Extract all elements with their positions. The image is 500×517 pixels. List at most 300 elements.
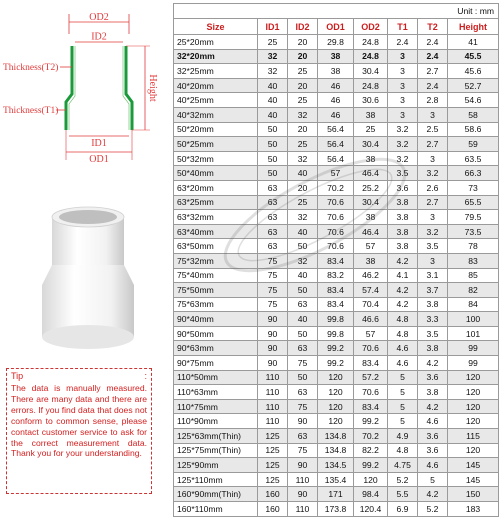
table-row: [174, 224, 499, 239]
value-cell: 90: [288, 458, 318, 473]
value-cell: 57: [354, 239, 388, 254]
value-cell: 50: [288, 283, 318, 298]
value-cell: 46: [318, 78, 354, 93]
tip-text: The data is manually measured. There are many data and there are errors. If you find data that does not conform to common sense, please contact customer service to ask for the correct measurement data. Thank you for your understanding.: [11, 383, 147, 459]
value-cell: 3.5: [418, 239, 448, 254]
value-cell: 99.2: [354, 458, 388, 473]
value-cell: 50: [258, 122, 288, 137]
value-cell: 2.4: [418, 49, 448, 64]
value-cell: 3: [388, 78, 418, 93]
value-cell: 25: [288, 137, 318, 152]
value-cell: 125: [258, 443, 288, 458]
measurement-tip-box: [6, 368, 152, 494]
value-cell: 63.5: [448, 151, 499, 166]
value-cell: 25: [354, 122, 388, 137]
column-header: Size: [174, 19, 258, 35]
size-cell: 90*50mm: [174, 326, 258, 341]
value-cell: 50: [288, 370, 318, 385]
value-cell: 120: [448, 399, 499, 414]
size-cell: 90*75mm: [174, 356, 258, 371]
value-cell: 2.4: [388, 35, 418, 50]
value-cell: 3: [418, 210, 448, 225]
value-cell: 84: [448, 297, 499, 312]
value-cell: 70.6: [318, 224, 354, 239]
value-cell: 134.5: [318, 458, 354, 473]
value-cell: 3.3: [418, 312, 448, 327]
value-cell: 115: [448, 429, 499, 444]
value-cell: 75: [258, 297, 288, 312]
size-cell: 50*20mm: [174, 122, 258, 137]
table-row: [174, 166, 499, 181]
value-cell: 171: [318, 487, 354, 502]
value-cell: 41: [448, 35, 499, 50]
value-cell: 32: [258, 64, 288, 79]
size-cell: 90*63mm: [174, 341, 258, 356]
value-cell: 90: [288, 487, 318, 502]
value-cell: 4.6: [388, 341, 418, 356]
value-cell: 3.8: [388, 239, 418, 254]
size-cell: 25*20mm: [174, 35, 258, 50]
value-cell: 63: [258, 195, 288, 210]
value-cell: 3.6: [388, 180, 418, 195]
value-cell: 24.8: [354, 78, 388, 93]
table-row: [174, 239, 499, 254]
value-cell: 40: [288, 312, 318, 327]
value-cell: 40: [288, 268, 318, 283]
value-cell: 145: [448, 458, 499, 473]
value-cell: 45.5: [448, 49, 499, 64]
value-cell: 85: [448, 268, 499, 283]
table-row: [174, 414, 499, 429]
value-cell: 75: [258, 268, 288, 283]
value-cell: 99: [448, 356, 499, 371]
value-cell: 100: [448, 312, 499, 327]
value-cell: 2.8: [418, 93, 448, 108]
value-cell: 99: [448, 341, 499, 356]
table-row: [174, 356, 499, 371]
size-cell: 50*40mm: [174, 166, 258, 181]
value-cell: 90: [288, 414, 318, 429]
value-cell: 24.8: [354, 35, 388, 50]
value-cell: 3: [418, 151, 448, 166]
value-cell: 145: [448, 472, 499, 487]
value-cell: 70.2: [354, 429, 388, 444]
value-cell: 32: [288, 151, 318, 166]
size-cell: 63*50mm: [174, 239, 258, 254]
value-cell: 3.7: [418, 283, 448, 298]
value-cell: 120.4: [354, 502, 388, 517]
value-cell: 29.8: [318, 35, 354, 50]
value-cell: 2.5: [418, 122, 448, 137]
value-cell: 83.4: [354, 399, 388, 414]
value-cell: 4.8: [388, 326, 418, 341]
value-cell: 3: [418, 253, 448, 268]
size-cell: 125*90mm: [174, 458, 258, 473]
value-cell: 63: [258, 239, 288, 254]
value-cell: 3.8: [418, 385, 448, 400]
tip-header: [11, 371, 147, 381]
value-cell: 63: [288, 341, 318, 356]
size-cell: 63*25mm: [174, 195, 258, 210]
value-cell: 3.6: [418, 443, 448, 458]
column-header: OD2: [354, 19, 388, 35]
value-cell: 63: [288, 297, 318, 312]
size-cell: 75*32mm: [174, 253, 258, 268]
value-cell: 63: [258, 210, 288, 225]
size-cell: 125*63mm(Thin): [174, 429, 258, 444]
value-cell: 30.4: [354, 64, 388, 79]
value-cell: 56.4: [318, 137, 354, 152]
value-cell: 4.2: [418, 399, 448, 414]
table-row: [174, 195, 499, 210]
value-cell: 30.4: [354, 137, 388, 152]
value-cell: 25: [288, 64, 318, 79]
value-cell: 38: [354, 151, 388, 166]
value-cell: 63: [288, 429, 318, 444]
value-cell: 5.2: [388, 472, 418, 487]
value-cell: 4.6: [418, 458, 448, 473]
value-cell: 120: [318, 399, 354, 414]
value-cell: 5: [388, 370, 418, 385]
value-cell: 57.4: [354, 283, 388, 298]
size-cell: 32*25mm: [174, 64, 258, 79]
value-cell: 32: [288, 210, 318, 225]
size-cell: 50*32mm: [174, 151, 258, 166]
value-cell: 90: [258, 326, 288, 341]
value-cell: 52.7: [448, 78, 499, 93]
value-cell: 3.8: [388, 195, 418, 210]
value-cell: 70.4: [354, 297, 388, 312]
value-cell: 2.7: [418, 137, 448, 152]
value-cell: 3.8: [418, 297, 448, 312]
od2-label: OD2: [89, 12, 109, 23]
value-cell: 75: [258, 283, 288, 298]
table-row: [174, 78, 499, 93]
value-cell: 3.8: [388, 224, 418, 239]
value-cell: 2.6: [418, 180, 448, 195]
table-row: [174, 326, 499, 341]
value-cell: 98.4: [354, 487, 388, 502]
value-cell: 50: [258, 151, 288, 166]
value-cell: 99.8: [318, 312, 354, 327]
value-cell: 3.1: [418, 268, 448, 283]
value-cell: 63: [258, 180, 288, 195]
value-cell: 50: [288, 326, 318, 341]
value-cell: 120: [448, 414, 499, 429]
unit-label: Unit : mm: [174, 4, 499, 19]
value-cell: 120: [448, 443, 499, 458]
value-cell: 5.2: [418, 502, 448, 517]
table-row: [174, 429, 499, 444]
value-cell: 125: [258, 458, 288, 473]
value-cell: 70.6: [354, 385, 388, 400]
size-cell: 32*20mm: [174, 49, 258, 64]
value-cell: 40: [258, 78, 288, 93]
value-cell: 59: [448, 137, 499, 152]
value-cell: 70.6: [354, 341, 388, 356]
value-cell: 83.2: [318, 268, 354, 283]
value-cell: 70.2: [318, 180, 354, 195]
value-cell: 20: [288, 180, 318, 195]
value-cell: 173.8: [318, 502, 354, 517]
value-cell: 3.2: [418, 166, 448, 181]
value-cell: 70.6: [318, 239, 354, 254]
table-row: [174, 180, 499, 195]
value-cell: 46.6: [354, 312, 388, 327]
value-cell: 75: [258, 253, 288, 268]
value-cell: 4.6: [388, 356, 418, 371]
value-cell: 38: [318, 64, 354, 79]
value-cell: 75: [288, 443, 318, 458]
value-cell: 3.2: [388, 137, 418, 152]
value-cell: 120: [318, 385, 354, 400]
value-cell: 30.4: [354, 195, 388, 210]
value-cell: 83.4: [354, 356, 388, 371]
value-cell: 125: [258, 429, 288, 444]
value-cell: 99.8: [318, 326, 354, 341]
size-cell: 110*63mm: [174, 385, 258, 400]
value-cell: 25: [288, 195, 318, 210]
reducer-fitting-photo: [30, 205, 150, 355]
value-cell: 134.8: [318, 429, 354, 444]
size-cell: 125*75mm(Thin): [174, 443, 258, 458]
size-cell: 160*90mm(Thin): [174, 487, 258, 502]
reducer-drawing: [0, 0, 172, 190]
reducer-dimension-diagram: [0, 0, 172, 190]
value-cell: 25: [288, 93, 318, 108]
fitting-taper: [42, 265, 134, 285]
value-cell: 4.9: [388, 429, 418, 444]
value-cell: 75: [288, 399, 318, 414]
value-cell: 57: [318, 166, 354, 181]
table-row: [174, 268, 499, 283]
value-cell: 75: [288, 356, 318, 371]
size-cell: 63*20mm: [174, 180, 258, 195]
column-header: ID1: [258, 19, 288, 35]
value-cell: 2.4: [418, 78, 448, 93]
value-cell: 5: [388, 399, 418, 414]
id2-label: ID2: [91, 31, 107, 43]
value-cell: 99.2: [318, 341, 354, 356]
value-cell: 5: [418, 472, 448, 487]
size-cell: 75*50mm: [174, 283, 258, 298]
value-cell: 3: [418, 107, 448, 122]
value-cell: 183: [448, 502, 499, 517]
value-cell: 73: [448, 180, 499, 195]
table-row: [174, 370, 499, 385]
value-cell: 3.6: [418, 429, 448, 444]
value-cell: 135.4: [318, 472, 354, 487]
value-cell: 32: [288, 253, 318, 268]
value-cell: 40: [258, 107, 288, 122]
value-cell: 4.6: [418, 414, 448, 429]
value-cell: 110: [288, 502, 318, 517]
value-cell: 58.6: [448, 122, 499, 137]
value-cell: 4.2: [388, 253, 418, 268]
value-cell: 79.5: [448, 210, 499, 225]
value-cell: 38: [354, 107, 388, 122]
value-cell: 50: [258, 137, 288, 152]
size-cell: 125*110mm: [174, 472, 258, 487]
table-header-row: [174, 19, 499, 35]
value-cell: 83: [448, 253, 499, 268]
value-cell: 3: [388, 64, 418, 79]
value-cell: 25: [258, 35, 288, 50]
value-cell: 82: [448, 283, 499, 298]
value-cell: 3.5: [388, 166, 418, 181]
value-cell: 110: [258, 385, 288, 400]
value-cell: 83.4: [318, 297, 354, 312]
value-cell: 3.8: [388, 210, 418, 225]
value-cell: 6.9: [388, 502, 418, 517]
fitting-bottom-rim: [42, 325, 134, 349]
value-cell: 40: [258, 93, 288, 108]
value-cell: 38: [354, 210, 388, 225]
table-row: [174, 210, 499, 225]
table-row: [174, 312, 499, 327]
size-cell: 75*63mm: [174, 297, 258, 312]
thickness-t2-label: Thickness(T2): [3, 63, 59, 73]
fitting-top-opening: [59, 210, 117, 224]
value-cell: 110: [288, 472, 318, 487]
table-row: [174, 297, 499, 312]
value-cell: 125: [258, 472, 288, 487]
size-cell: 40*25mm: [174, 93, 258, 108]
table-row: [174, 385, 499, 400]
size-cell: 110*90mm: [174, 414, 258, 429]
value-cell: 38: [354, 253, 388, 268]
size-cell: 40*32mm: [174, 107, 258, 122]
value-cell: 90: [258, 341, 288, 356]
value-cell: 56.4: [318, 151, 354, 166]
value-cell: 4.75: [388, 458, 418, 473]
value-cell: 120: [448, 370, 499, 385]
size-cell: 160*110mm: [174, 502, 258, 517]
table-row: [174, 443, 499, 458]
value-cell: 78: [448, 239, 499, 254]
size-cell: 40*20mm: [174, 78, 258, 93]
size-cell: 110*50mm: [174, 370, 258, 385]
value-cell: 32: [258, 49, 288, 64]
value-cell: 120: [318, 370, 354, 385]
value-cell: 4.2: [388, 297, 418, 312]
size-spec-table: [173, 3, 499, 517]
table-row: [174, 502, 499, 517]
value-cell: 50: [288, 239, 318, 254]
table-row: [174, 283, 499, 298]
value-cell: 38: [318, 49, 354, 64]
unit-row: [174, 4, 499, 19]
value-cell: 99.2: [318, 356, 354, 371]
table-row: [174, 399, 499, 414]
column-header: Height: [448, 19, 499, 35]
table-row: [174, 487, 499, 502]
value-cell: 5: [388, 414, 418, 429]
value-cell: 4.2: [418, 487, 448, 502]
value-cell: 83.4: [318, 253, 354, 268]
size-cell: 75*40mm: [174, 268, 258, 283]
size-cell: 63*32mm: [174, 210, 258, 225]
value-cell: 160: [258, 487, 288, 502]
value-cell: 3: [388, 93, 418, 108]
column-header: ID2: [288, 19, 318, 35]
value-cell: 54.6: [448, 93, 499, 108]
value-cell: 5: [388, 385, 418, 400]
value-cell: 2.4: [418, 35, 448, 50]
table-row: [174, 151, 499, 166]
column-header: OD1: [318, 19, 354, 35]
value-cell: 32: [288, 107, 318, 122]
size-cell: 90*40mm: [174, 312, 258, 327]
value-cell: 57.2: [354, 370, 388, 385]
value-cell: 90: [258, 312, 288, 327]
value-cell: 20: [288, 35, 318, 50]
value-cell: 2.7: [418, 64, 448, 79]
value-cell: 20: [288, 49, 318, 64]
value-cell: 82.2: [354, 443, 388, 458]
value-cell: 5.5: [388, 487, 418, 502]
fitting-illustration: [30, 205, 150, 355]
value-cell: 2.7: [418, 195, 448, 210]
value-cell: 3.5: [418, 326, 448, 341]
table-row: [174, 93, 499, 108]
tip-title: Tip: [11, 371, 24, 381]
value-cell: 4.8: [388, 443, 418, 458]
table-row: [174, 472, 499, 487]
value-cell: 134.8: [318, 443, 354, 458]
value-cell: 46: [318, 93, 354, 108]
value-cell: 66.3: [448, 166, 499, 181]
value-cell: 70.6: [318, 195, 354, 210]
table-row: [174, 122, 499, 137]
value-cell: 40: [288, 166, 318, 181]
value-cell: 83.4: [318, 283, 354, 298]
id1-label: ID1: [91, 138, 107, 149]
value-cell: 56.4: [318, 122, 354, 137]
value-cell: 3.8: [418, 341, 448, 356]
value-cell: 3.2: [418, 224, 448, 239]
column-header: T2: [418, 19, 448, 35]
size-cell: 110*75mm: [174, 399, 258, 414]
value-cell: 46.4: [354, 166, 388, 181]
value-cell: 99.2: [354, 414, 388, 429]
value-cell: 70.6: [318, 210, 354, 225]
table-row: [174, 35, 499, 50]
value-cell: 4.8: [388, 312, 418, 327]
table-row: [174, 253, 499, 268]
value-cell: 46: [318, 107, 354, 122]
value-cell: 150: [448, 487, 499, 502]
value-cell: 20: [288, 78, 318, 93]
size-cell: 63*40mm: [174, 224, 258, 239]
value-cell: 110: [258, 370, 288, 385]
table-row: [174, 107, 499, 122]
value-cell: 3.2: [388, 122, 418, 137]
value-cell: 4.1: [388, 268, 418, 283]
value-cell: 45.6: [448, 64, 499, 79]
table-row: [174, 137, 499, 152]
value-cell: 40: [288, 224, 318, 239]
height-label: Height: [147, 74, 158, 102]
value-cell: 4.2: [388, 283, 418, 298]
value-cell: 63: [288, 385, 318, 400]
value-cell: 46.4: [354, 224, 388, 239]
table-row: [174, 458, 499, 473]
value-cell: 3.2: [388, 151, 418, 166]
size-cell: 50*25mm: [174, 137, 258, 152]
value-cell: 50: [258, 166, 288, 181]
value-cell: 110: [258, 414, 288, 429]
